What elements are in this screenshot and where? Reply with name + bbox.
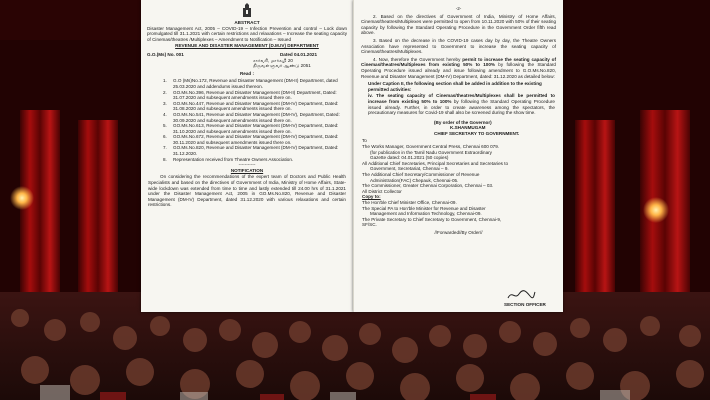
to-line: The Additional Chief Secretary/Commissioner of Revenue — [362, 172, 480, 178]
by-order-line: (By order of the Governor) — [434, 119, 492, 125]
read-item: 8. Representation received from Theatre Owners Association. — [163, 156, 294, 162]
go-page-2 — [353, 0, 563, 312]
signature-icon — [506, 288, 536, 302]
abstract-text: Disaster Management Act, 2005 – COVID-19 – Infection Prevention and control – Lock down promulgated till 31.1.2021 with certain restrictions and relaxations – Increase the seating capacity of Cinemas/theatres /Multiplexes – Amendment to Notification – Issued — [147, 25, 347, 42]
copy-line: Management and Information Technology, Chennai-09. — [370, 211, 482, 217]
to-line: Gazette dated: 04.01.2021 (50 copies) — [370, 155, 449, 161]
to-line: All Additional Chief Secretaries, Principal Secretaries and Secretaries to — [362, 160, 509, 166]
read-item: 1. G.O (Ms)No.172, Revenue and Disaster Management (DM-II) Department, dated 25.03.2020 and addendums issued thereon. — [163, 78, 338, 89]
go-date: Dated 04.01.2021 — [279, 51, 317, 57]
paragraph-2: 2. Based on the directives of Government of India, Ministry of Home Affairs, Cinemas/theatres/Multiplexes were permitted to open from 10.11.2020 with 50% of their seating capacity by following the Standard Operating Procedure in the Government Order fifth read above. — [361, 13, 556, 36]
go-number: G.O.(Ms) No. 001 — [147, 51, 184, 57]
copy-line: SF/SC. — [362, 222, 377, 228]
go-page-1 — [141, 0, 353, 312]
to-line: Government, Secretariat, Chennai – 9. — [370, 166, 449, 172]
signatory-title: CHIEF SECRETARY TO GOVERNMENT. — [434, 130, 520, 136]
department-title: REVENUE AND DISASTER MANAGEMENT (D.M.IV) DEPARTMENT — [175, 43, 319, 49]
item-iv: iv. The seating capacity of Cinemas/theatres/Multiplexes shall be permitted to increase from existing 50% to 100% by following the Standard Operating Procedure issued already. Further, in order to create awareness among the spectators, the precautionary measures for Covid-19 shall also be screened during the show time. — [368, 93, 555, 116]
to-line: The Commissioner, Greater Chennai Corporation, Chennai – 03. — [362, 183, 494, 189]
paragraph-4: 4. Now, therefore the Government hereby permit to increase the seating capacity of Cinemas/theatres/Multiplexes from existing 50% to 100% by following the Standard Operating Procedure issued already and issue following amendment to G.O.Ms.No.820, Revenue and Disaster Management (DM-IV) Department, dated: 31.12.2020 as detailed below: — [361, 56, 557, 79]
abstract-title: ABSTRACT — [234, 20, 260, 25]
paragraph-3: 3. Based on the decrease in the COVID-19 cases day by day, the Theatre Owners Association have represented to Government to increase the seating capacity of Cinemas/theatres/Multiplexes. — [361, 37, 556, 55]
caption-section: Under Caption II, the following section shall be added in addition to the existing permitted activities: — [368, 81, 542, 92]
forwarded-line: //Forwarded//By Order// — [434, 229, 483, 235]
tamil-date-2: திருவள்ளுவர் ஆண்டு 2051 — [253, 63, 311, 69]
wall-lamp-left — [10, 186, 34, 210]
tamil-date-1: சார்வரி, மார்கழி 20 — [253, 57, 293, 63]
to-line: Administration(FAC) Chepauk, Chennai-05. — [370, 177, 459, 183]
copy-line: The Special PA to Hon'ble Minister for Revenue and Disaster — [362, 205, 486, 211]
notification-text: On considering the recommendations of the expert team of Doctors and Public Health Specialists and based on the directives of Government of India, Ministry of Home Affairs, State-wide lockdown was extended from time to time and lastly extended till 24.00 hrs of 31.1.2021 under the Disaster Management Act, 2005 in GO.Ms.No.820, Revenue and Disaster Management (DM-IV) Department, dated 31.12.2020 with various relaxations and certain restrictions. — [148, 174, 346, 208]
separator-dashes: ----------- — [238, 162, 256, 168]
tamil-nadu-emblem-icon — [240, 2, 254, 18]
signatory-name: K.SHANMUGAM — [450, 125, 486, 131]
copy-to-label: Copy to: — [362, 194, 381, 200]
to-line: All District Collector — [362, 188, 402, 194]
read-item: 2. GO.Ms.No.396, Revenue and Disaster Management (DM-II) Department, Dated: 31.07.2020 and subsequent amendments issued there on. — [163, 89, 337, 101]
read-item: 7. GO.Ms.No.820, Revenue and Disaster Management (DM-IV) Department, Dated: 31.12.2020. — [163, 145, 339, 157]
read-item: 6. GO.Ms.No.672, Revenue and Disaster Management (DM-IV) Department, Dated: 30.11.2020 and subsequent amendments issued there on. — [163, 134, 339, 145]
copy-line: The Hon'ble Chief Minister Office, Chennai-09. — [362, 200, 457, 205]
page-number: -2- — [455, 6, 462, 11]
section-officer: SECTION OFFICER — [504, 302, 546, 307]
read-item: 5. GO.Ms.No.613, Revenue and Disaster Management (DM-IV) Department, Dated: 31.10.2020 and subsequent amendments issued there on. — [163, 123, 339, 134]
to-line: The Works Manager, Government Central Press, Chennai 600 079. — [362, 144, 500, 150]
to-label: To — [362, 138, 367, 144]
notification-title: NOTIFICATION — [230, 167, 264, 173]
to-line: (for publication in the Tamil Nadu Government Extraordinary — [370, 149, 492, 155]
wall-lamp-right — [643, 197, 669, 223]
copy-line: The Private Secretary to Chief Secretary to Government, Chennai-9, — [362, 216, 502, 222]
read-item: 4. GO.Ms.No.541, Revenue and Disaster Management (DM-IV), Department, Dated: 30.09.2020 and subsequent amendments issued there on. — [163, 111, 340, 123]
read-label: Read : — [239, 70, 255, 76]
read-item: 3. GO.Ms.No.447, Revenue and Disaster Management (DM-IV) Department, Dated: 31.08.2020 and subsequent amendments issued there on. — [163, 100, 339, 112]
